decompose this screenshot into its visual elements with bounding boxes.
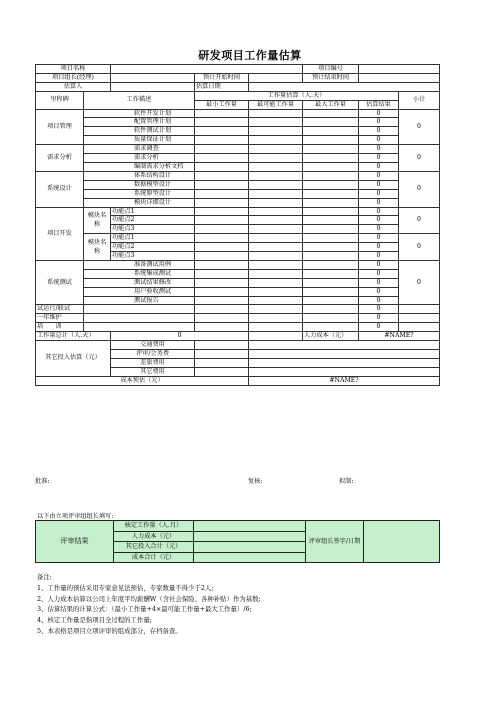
max-input[interactable]: [303, 287, 359, 296]
subtotal-value: 0: [399, 260, 440, 305]
min-input[interactable]: [195, 305, 249, 314]
review-item-label: 成本合计（元）: [114, 552, 194, 563]
task-label: 配置管理计划: [84, 118, 195, 127]
col-milestone: 里程碑: [36, 91, 84, 109]
other-item-value: [249, 350, 440, 359]
max-input[interactable]: [303, 118, 359, 127]
task-label: 系统原型设计: [84, 189, 195, 198]
likely-input[interactable]: [249, 145, 303, 154]
likely-input[interactable]: [249, 296, 303, 305]
project-no-input[interactable]: [359, 65, 440, 74]
table-row: [36, 278, 440, 287]
likely-input[interactable]: [249, 323, 303, 332]
min-input[interactable]: [195, 243, 249, 252]
other-item-input[interactable]: [195, 367, 249, 376]
max-input[interactable]: [303, 243, 359, 252]
table-row: [36, 269, 440, 278]
result-value: 0: [359, 296, 399, 305]
table-row: [36, 234, 440, 243]
other-item-input[interactable]: [195, 358, 249, 367]
min-input[interactable]: [195, 198, 249, 207]
min-input[interactable]: [195, 118, 249, 127]
col-result: 估算结果: [359, 100, 399, 109]
likely-input[interactable]: [249, 305, 303, 314]
max-input[interactable]: [303, 323, 359, 332]
result-value: 0: [359, 225, 399, 234]
likely-input[interactable]: [249, 162, 303, 171]
min-input[interactable]: [195, 287, 249, 296]
table-row: [36, 305, 440, 314]
extra-row-label: 一年维护: [36, 314, 84, 323]
blank: [249, 332, 303, 341]
result-value: 0: [359, 234, 399, 243]
min-input[interactable]: [195, 189, 249, 198]
task-label: 质量保证计划: [84, 136, 195, 145]
max-input[interactable]: [303, 171, 359, 180]
milestone-name: 项目开发: [36, 207, 84, 260]
milestone-name: 项目管理: [36, 109, 84, 145]
result-value: 0: [359, 171, 399, 180]
likely-input[interactable]: [249, 278, 303, 287]
estimate-date-label: 估算日期: [195, 82, 249, 91]
min-input[interactable]: [195, 225, 249, 234]
table-row: [36, 341, 440, 350]
task-label: [84, 323, 195, 332]
min-input[interactable]: [195, 207, 249, 216]
result-value: 0: [359, 287, 399, 296]
note-item: 3、估算结果的计算公式：（最小工作量+4×最可能工作量+最大工作量）/6;: [37, 605, 252, 614]
likely-input[interactable]: [249, 136, 303, 145]
max-input[interactable]: [303, 162, 359, 171]
review-item-label: 核定工作量（人.月）: [114, 521, 194, 532]
review-item-input[interactable]: [194, 521, 306, 532]
result-value: 0: [359, 162, 399, 171]
likely-input[interactable]: [249, 225, 303, 234]
subtotal-empty: [399, 323, 440, 332]
subtotal-value: 0: [399, 109, 440, 145]
note-item: 2、人力成本估算以公司上年度平均薪酬W（含社会保险、各种补贴）作为基数;: [37, 594, 261, 603]
min-input[interactable]: [195, 154, 249, 163]
task-label: [84, 314, 195, 323]
task-label: 模块详细设计: [84, 198, 195, 207]
subtotal-empty: [399, 305, 440, 314]
max-input[interactable]: [303, 154, 359, 163]
other-cost-label: 其它投入估算（元）: [36, 341, 111, 377]
min-input[interactable]: [195, 180, 249, 189]
likely-input[interactable]: [249, 154, 303, 163]
project-name-label: 项目名称: [36, 65, 111, 74]
table-row: [36, 91, 440, 100]
max-input[interactable]: [303, 234, 359, 243]
max-input[interactable]: [303, 127, 359, 136]
note-item: 5、本表格是项目立项评审的组成部分，存档备查。: [37, 626, 182, 635]
likely-input[interactable]: [249, 269, 303, 278]
max-input[interactable]: [303, 305, 359, 314]
other-item-label: 差旅费用: [111, 358, 195, 367]
result-value: 0: [359, 109, 399, 118]
table-row: [36, 189, 440, 198]
col-max: 最大工作量: [303, 100, 359, 109]
review-label: 评审结果: [36, 521, 114, 563]
other-item-label: 评审/会务费: [111, 350, 195, 359]
likely-input[interactable]: [249, 189, 303, 198]
result-value: 0: [359, 154, 399, 163]
milestone-name: 系统测试: [36, 260, 84, 305]
result-value: 0: [359, 305, 399, 314]
estimate-table: [35, 64, 440, 386]
leader-label: 项目组长(经理): [36, 73, 111, 82]
subtotal-value: 0: [399, 171, 440, 207]
task-label: 编制需求分析文档: [84, 162, 195, 171]
project-name-input[interactable]: [111, 65, 303, 74]
max-input[interactable]: [303, 180, 359, 189]
module-name: 模块名称: [84, 207, 111, 234]
notes-head: 备注:: [37, 573, 52, 581]
table-row: [36, 287, 440, 296]
notes: [37, 572, 261, 637]
table-row: [36, 171, 440, 180]
end-input[interactable]: [359, 73, 440, 82]
other-item-input[interactable]: [195, 341, 249, 350]
likely-input[interactable]: [249, 207, 303, 216]
max-input[interactable]: [303, 189, 359, 198]
col-estimate-group: 工作量估算（人.天）: [195, 91, 399, 100]
min-input[interactable]: [195, 145, 249, 154]
min-input[interactable]: [195, 260, 249, 269]
min-input[interactable]: [195, 162, 249, 171]
col-min: 最小工作量: [195, 100, 249, 109]
result-value: 0: [359, 278, 399, 287]
min-input[interactable]: [195, 296, 249, 305]
subtotal-empty: [399, 314, 440, 323]
min-input[interactable]: [195, 314, 249, 323]
other-item-value: [249, 341, 440, 350]
task-label: 功能点3: [111, 225, 195, 234]
labor-cost-value: #NAME?: [359, 332, 440, 341]
min-input[interactable]: [195, 323, 249, 332]
max-input[interactable]: [303, 225, 359, 234]
result-value: 0: [359, 127, 399, 136]
likely-input[interactable]: [249, 198, 303, 207]
table-row: [36, 162, 440, 171]
task-label: 用户验收测试: [84, 287, 195, 296]
table-row: [36, 82, 440, 91]
max-input[interactable]: [303, 109, 359, 118]
result-value: 0: [359, 243, 399, 252]
start-input[interactable]: [249, 73, 303, 82]
table-row: [36, 154, 440, 163]
max-input[interactable]: [303, 216, 359, 225]
col-likely: 最可能工作量: [249, 100, 303, 109]
table-row: [36, 127, 440, 136]
task-label: 功能点2: [111, 216, 195, 225]
table-row: [36, 376, 440, 385]
min-input[interactable]: [195, 216, 249, 225]
max-input[interactable]: [303, 260, 359, 269]
likely-input[interactable]: [249, 252, 303, 261]
module-name: 模块名称: [84, 234, 111, 261]
table-row: [36, 145, 440, 154]
cost-label: 成本预估（元）: [36, 376, 249, 385]
table-row: [36, 260, 440, 269]
result-value: 0: [359, 145, 399, 154]
likely-input[interactable]: [249, 109, 303, 118]
min-input[interactable]: [195, 234, 249, 243]
subtotal-value: 0: [399, 207, 440, 234]
table-row: [36, 332, 440, 341]
max-input[interactable]: [303, 198, 359, 207]
table-row: [36, 296, 440, 305]
table-row: [36, 65, 440, 74]
table-row: [36, 118, 440, 127]
other-item-label: 交通费用: [111, 341, 195, 350]
result-value: 0: [359, 252, 399, 261]
end-label: 预计结束时间: [303, 73, 359, 82]
review-intro: 以下由立项评审组组长填写:: [37, 513, 114, 520]
extra-row-label: 试运行/联试: [36, 305, 84, 314]
min-input[interactable]: [195, 269, 249, 278]
max-input[interactable]: [303, 296, 359, 305]
review-item-input[interactable]: [194, 531, 306, 542]
task-label: 需求调查: [84, 145, 195, 154]
start-label: 预计开始时间: [195, 73, 249, 82]
leader-input[interactable]: [111, 73, 195, 82]
result-value: 0: [359, 118, 399, 127]
task-label: 软件开发计划: [84, 109, 195, 118]
max-input[interactable]: [303, 136, 359, 145]
task-label: 系统集成测试: [84, 269, 195, 278]
review-item-input[interactable]: [194, 542, 306, 553]
work-total-value: 0: [111, 332, 249, 341]
max-input[interactable]: [303, 278, 359, 287]
table-row: [36, 323, 440, 332]
table-row: [36, 521, 440, 532]
min-input[interactable]: [195, 136, 249, 145]
extra-row-label: 培 训: [36, 323, 84, 332]
result-value: 0: [359, 269, 399, 278]
likely-input[interactable]: [249, 260, 303, 269]
draft-label: 拟制:: [339, 478, 354, 485]
col-task: 工作描述: [84, 91, 195, 109]
project-no-label: 项目编号: [303, 65, 359, 74]
subtotal-value: 0: [399, 145, 440, 172]
max-input[interactable]: [303, 314, 359, 323]
review-item-label: 人力成本（元）: [114, 531, 194, 542]
task-label: 软件测试计划: [84, 127, 195, 136]
table-row: [36, 207, 440, 216]
likely-input[interactable]: [249, 180, 303, 189]
review-sign-label: 复核:: [248, 478, 263, 485]
review-item-input[interactable]: [194, 552, 306, 563]
likely-input[interactable]: [249, 127, 303, 136]
result-value: 0: [359, 260, 399, 269]
approve-label: 批准:: [35, 478, 50, 485]
other-item-value: [249, 358, 440, 367]
other-item-value: [249, 367, 440, 376]
labor-cost-label: 人力成本（元）: [303, 332, 359, 341]
review-sign-label: 评审组长签字/日期: [306, 521, 364, 563]
result-value: 0: [359, 216, 399, 225]
table-row: [36, 73, 440, 82]
review-sign-input[interactable]: [364, 521, 440, 563]
task-label: 功能点3: [111, 252, 195, 261]
task-label: 测试结果修改: [84, 278, 195, 287]
note-item: 1、工作量的预估采用专家意见法预估，专家数量不得少于2人;: [37, 583, 214, 592]
note-item: 4、核定工作量是指项目全过程的工作量;: [37, 616, 152, 625]
estimator-label: 估算人: [36, 82, 111, 91]
table-row: [36, 136, 440, 145]
result-value: 0: [359, 323, 399, 332]
other-item-input[interactable]: [195, 350, 249, 359]
task-label: 需求分析: [84, 154, 195, 163]
task-label: 数据模型设计: [84, 180, 195, 189]
likely-input[interactable]: [249, 171, 303, 180]
task-label: 体系结构设计: [84, 171, 195, 180]
col-subtotal: 小计: [399, 91, 440, 109]
max-input[interactable]: [303, 207, 359, 216]
likely-input[interactable]: [249, 243, 303, 252]
min-input[interactable]: [195, 171, 249, 180]
task-label: 功能点1: [111, 234, 195, 243]
review-table: [35, 520, 440, 563]
task-label: 准备测试用例: [84, 260, 195, 269]
result-value: 0: [359, 180, 399, 189]
likely-input[interactable]: [249, 287, 303, 296]
milestone-name: 需求分析: [36, 145, 84, 172]
table-row: [36, 180, 440, 189]
task-label: 功能点2: [111, 243, 195, 252]
result-value: 0: [359, 207, 399, 216]
max-input[interactable]: [303, 252, 359, 261]
subtotal-value: 0: [399, 234, 440, 261]
result-value: 0: [359, 189, 399, 198]
min-input[interactable]: [195, 109, 249, 118]
milestone-name: 系统设计: [36, 171, 84, 207]
task-label: 功能点1: [111, 207, 195, 216]
min-input[interactable]: [195, 278, 249, 287]
result-value: 0: [359, 314, 399, 323]
min-input[interactable]: [195, 127, 249, 136]
page-title: 研发项目工作量估算: [198, 49, 302, 62]
table-row: [36, 198, 440, 207]
work-total-label: 工作量总计（人.天）: [36, 332, 111, 341]
result-value: 0: [359, 198, 399, 207]
likely-input[interactable]: [249, 234, 303, 243]
min-input[interactable]: [195, 252, 249, 261]
estimator-input[interactable]: [111, 82, 195, 91]
table-row: [36, 109, 440, 118]
task-label: 测试报告: [84, 296, 195, 305]
task-label: [84, 305, 195, 314]
likely-input[interactable]: [249, 118, 303, 127]
review-item-label: 其它投入合计（元）: [114, 542, 194, 553]
table-row: [36, 314, 440, 323]
other-item-label: 其它费用: [111, 367, 195, 376]
max-input[interactable]: [303, 145, 359, 154]
cost-value: #NAME?: [249, 376, 440, 385]
result-value: 0: [359, 136, 399, 145]
max-input[interactable]: [303, 269, 359, 278]
estimate-date-input[interactable]: [249, 82, 440, 91]
likely-input[interactable]: [249, 314, 303, 323]
likely-input[interactable]: [249, 216, 303, 225]
